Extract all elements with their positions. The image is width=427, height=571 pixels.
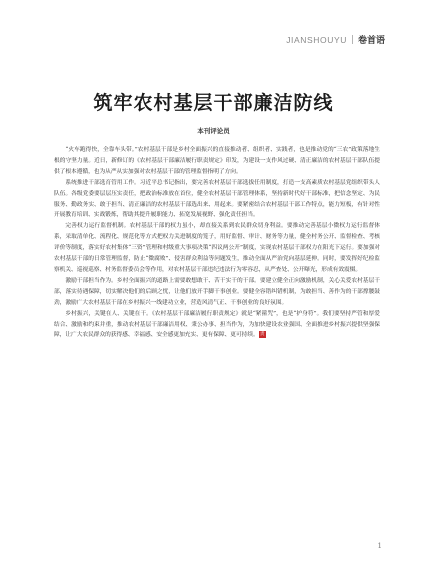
column-name: 卷首语 <box>357 35 385 45</box>
page-number: 1 <box>377 542 382 550</box>
article-paragraph: 完善权力运行监督机制。农村基层干部的权力虽小，却直接关系到农民群众切身利益。要推动完善基层小微权力运行监督体系，采取清单化、流程化、规范化等方式把权力关进制度的笼子，用好监督、审计、财务等力量，健全村务公开、监督检查、考核评价等制度，落实好农村集体“三资”管理和村级重大事项决策“四议两公开”制度，实现农村基层干部权力在阳光下运行。要加强对农村基层干部的日常管理监督，防止“微腐败”、侵害群众利益等问题发生，推动全面从严治党向基层延伸。同时，要发挥好纪检监察机关、巡视巡察、村务监督委员会等作用，对农村基层干部违纪违法行为零容忍，从严查处、公开曝光，形成有效震慑。 <box>54 223 380 273</box>
article-byline: 本刊评论员 <box>197 128 230 135</box>
end-mark-icon: 责 <box>260 332 265 338</box>
article-paragraph: “火车跑得快，全靠车头带。”农村基层干部是乡村全面振兴的直接推动者、组织者、实践者，也是推动党的“三农”政策落地生根的守坚力量。近日，新修订的《农村基层干部廉洁履行职责规定》印发，为建设一支作风过硬、清正廉洁的农村基层干部队伍提供了根本遵循，也为从严从实加强对农村基层干部的管理监督指明了方向。 <box>54 147 380 175</box>
article-title: 筑牢农村基层干部廉洁防线 <box>93 92 334 114</box>
page-header <box>286 33 385 46</box>
header-divider <box>352 35 353 44</box>
magazine-name: JIANSHOUYU <box>286 34 347 45</box>
article-body <box>54 145 380 341</box>
article-paragraph-text: 乡村振兴，关键在人、关键在干。《农村基层干部廉洁履行职责规定》就是“紧箍咒”，也是“护身符”。我们要坚持严管和厚爱结合、激励和约束并重，推动农村基层干部廉洁用权、秉公办事、担当作为，为加快建设农业强国、全面推进乡村振兴提供坚强保障，让广大农民群众的获得感、幸福感、安全感更加充实、更有保障、更可持续。 <box>54 310 380 339</box>
article-paragraph: 激励干部担当作为。乡村全面振兴的道路上需要敢想敢干、苦干实干的干部。要建立健全正向激励机制，关心关爱农村基层干部，落实待遇保障，切实解决他们的后顾之忧，让他们放开手脚干事创业。要健全容错纠错机制，为敢担当、善作为的干部撑腰鼓劲，激励广大农村基层干部在乡村振兴一线建功立业，营造风清气正、干事创业的良好氛围。 <box>54 277 380 306</box>
article-paragraph-last <box>54 309 380 342</box>
article-paragraph: 系统推进干部选育管用工作。习近平总书记指出，要完善农村基层干部选拔任用制度，打造一支高素质农村基层党组织带头人队伍。各级党委要层层压实责任，把政治标准放在首位，健全农村基层干部管理体系，坚持新时代好干部标准，把信念坚定、为民服务、勤政务实、敢于担当、清正廉洁的农村基层干部选出来、用起来。要紧密结合农村基层干部工作特点，能力短板，有针对性开展教育培训、实战锻炼，帮助其提升履职能力、拓宽发展视野、强化责任担当。 <box>54 179 380 219</box>
